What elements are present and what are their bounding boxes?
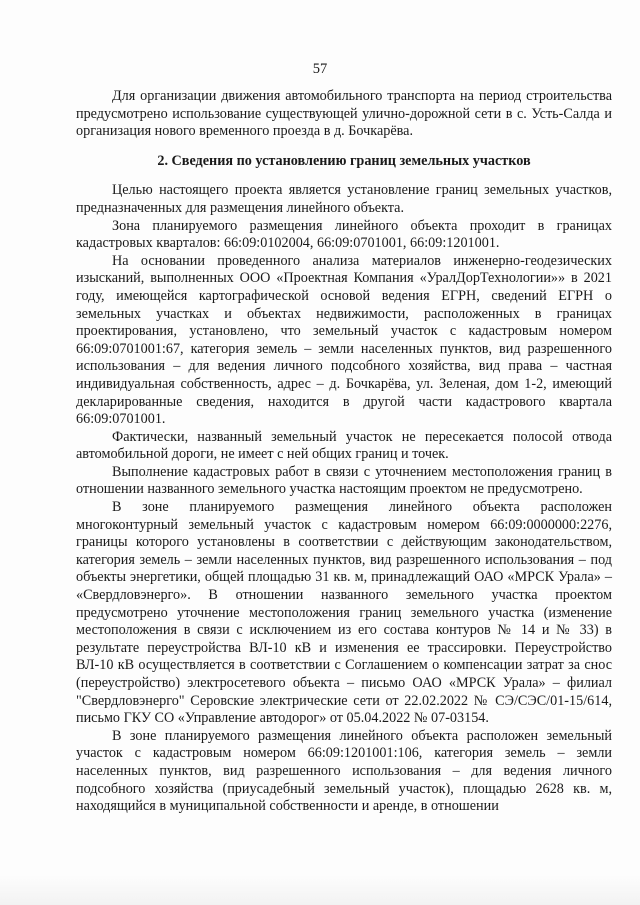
paragraph-zone: Зона планируемого размещения линейного объекта проходит в границах кадастровых кварталов: 66:09:0102004, 66:09:0701001, 66:09:1201001. xyxy=(76,217,612,252)
body-text xyxy=(76,88,612,816)
paragraph-transport: Для организации движения автомобильного транспорта на период строительства предусмотрено использование существующей улично-дорожной сети в с. Усть-Салда и организация нового временного проезда в д. Бочкарёва. xyxy=(76,88,612,140)
section-heading: 2. Сведения по установлению границ земельных участков xyxy=(157,152,531,169)
paragraph-municipal-plot: В зоне планируемого размещения линейного объекта расположен земельный участок с кадастровым номером 66:09:1201001:106, категория земель – земли населенных пунктов, вид разрешенного использования – для ведения личного подсобного хозяйства (приусадебный земельный участок), площадью 2628 кв. м, находящийся в муниципальной собственности и аренде, в отношении xyxy=(76,727,612,815)
paragraph-multicontour-plot: В зоне планируемого размещения линейного объекта расположен многоконтурный земельный участок с кадастровым номером 66:09:0000000:2276, границы которого установлены в соответствии с действующим законодательством, категория земель – земли населенных пунктов, вид разрешенного использования – под объекты энергетики, общей площадью 31 кв. м, принадлежащий ОАО «МРСК Урала» – «Свердловэнерго». В отношении названного земельного участка проектом предусмотрено уточнение местоположения границ земельного участка (изменение местоположения в связи с исключением из его состава контуров № 14 и № 33) в результате переустройства ВЛ-10 кВ и изменения ее трассировки. Переустройство ВЛ-10 кВ осуществляется в соответствии с Соглашением о компенсации затрат за снос (переустройство) электросетевого объекта – письмо ОАО «МРСК Урала» – филиал "Свердловэнерго" Серовские электрические сети от 22.02.2022 № СЭ/СЭС/01-15/614, письмо ГКУ СО «Управление автодорог» от 05.04.2022 № 07-03154. xyxy=(76,499,612,727)
paragraph-purpose: Целью настоящего проекта является установление границ земельных участков, предназначенных для размещения линейного объекта. xyxy=(76,182,612,216)
paragraph-cadastral-works: Выполнение кадастровых работ в связи с уточнением местоположения границ в отношении названного земельного участка настоящим проектом не предусмотрено. xyxy=(76,463,612,498)
paragraph-fact: Фактически, названный земельный участок не пересекается полосой отвода автомобильной дороги, не имеет с ней общих границ и точек. xyxy=(76,428,612,463)
scan-bottom-shadow xyxy=(0,875,640,905)
paragraph-analysis: На основании проведенного анализа материалов инженерно-геодезических изысканий, выполненных ООО «Проектная Компания «УралДорТехнологии»» в 2021 году, имеющейся картографической основой ведения ЕГРН, сведений ЕГРН о земельных участках и объектах недвижимости, расположенных в границах проектирования, установлено, что земельный участок с кадастровым номером 66:09:0701001:67, категория земель – земли населенных пунктов, вид разрешенного использования – для ведения личного подсобного хозяйства, вид права – частная индивидуальная собственность, адрес – д. Бочкарёва, ул. Зеленая, дом 1-2, имеющий декларированные сведения, находится в другой части кадастрового квартала 66:09:0701001. xyxy=(76,252,612,428)
page-number: 57 xyxy=(312,61,328,77)
